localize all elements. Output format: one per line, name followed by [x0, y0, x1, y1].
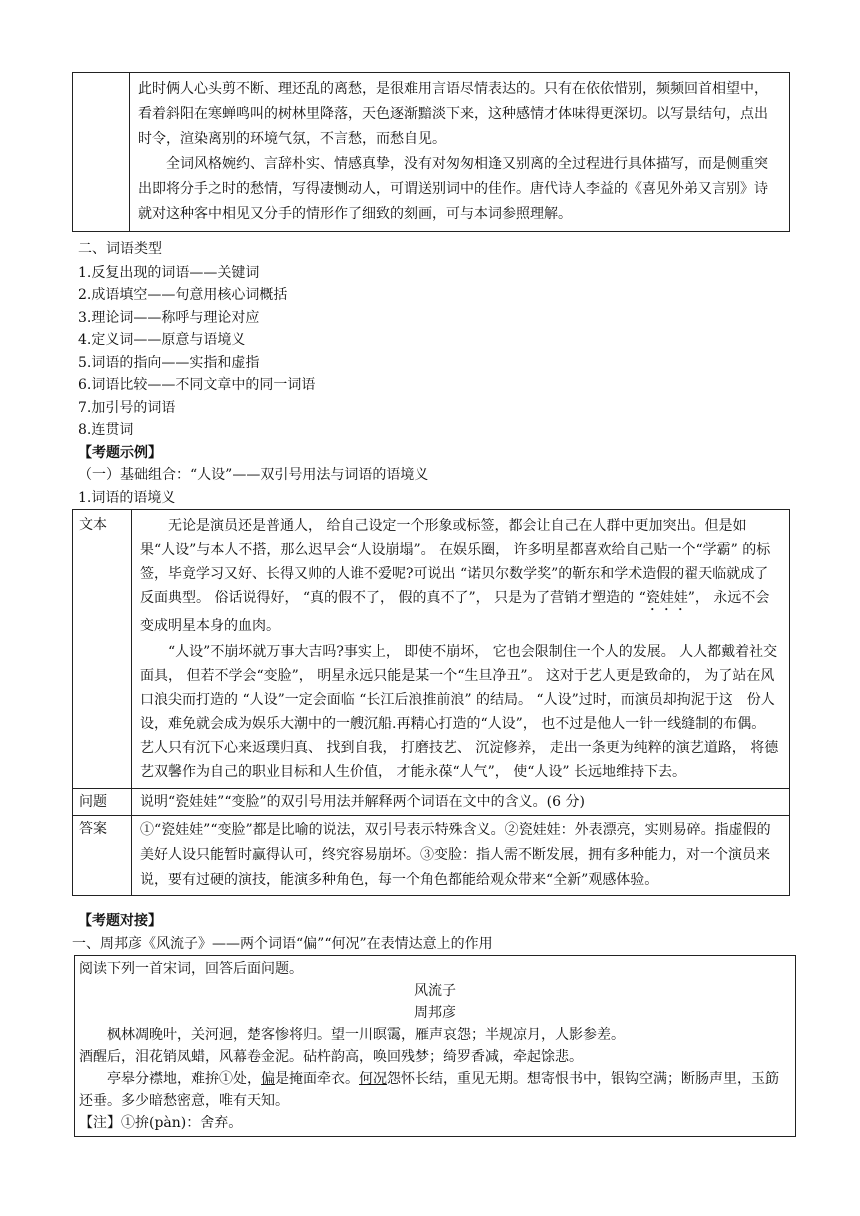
section-heading: 二、词语类型	[78, 241, 162, 257]
list-item: 6.词语比较——不同文章中的同一词语	[78, 377, 316, 393]
example-table	[72, 509, 790, 896]
text-paragraph-2: “人设”不崩坏就万事大吉吗?事实上， 即使不崩坏， 它也会限制住一个人的发展。 人人都戴着社交面具， 但若不学会“变脸”， 明星永远只能是某一个“生旦净丑”。 这对于艺人更是致命的， 为了站在风口浪尖而打造的 “人设”一定会面临 “长江后浪推前浪” 的结局。 “人设”过时，而演员却拘泥于这 份人设，难免就会成为娱乐大潮中的一艘沉船.再精心打造的“人设”， 也不过是他人一针一线缝制的布偶。 艺人只有沉下心来返璞归真、 找到自我， 打磨技艺、 沉淀修养， 走出一条更为纯粹的演艺道路， 将德艺双馨作为自己的职业目标和人生价值， 才能永葆“人气”， 使“人设” 长远地维持下去。	[140, 644, 779, 780]
poem-title: 风流子	[414, 983, 456, 999]
answer-label: 答案	[73, 816, 132, 896]
list-item: 2.成语填空——句意用核心词概括	[78, 287, 288, 303]
emphasized-word: 瓷娃娃	[645, 590, 688, 606]
question-label: 问题	[73, 789, 132, 816]
poem-intro: 阅读下列一首宋词，回答后面问题。	[79, 961, 303, 977]
analysis-paragraph-2: 全词风格婉约、言辞朴实、情感真挚，没有对匆匆相逢又别离的全过程进行具体描写，而是侧重突出即将分手之时的愁情，写得凄恻动人，可谓送别词中的佳作。唐代诗人李益的《喜见外弟又言别》诗就对这种客中相见又分手的情形作了细致的刻画，可与本词参照理解。	[138, 156, 768, 222]
answer-cell: ①“瓷娃娃”“变脸”都是比喻的说法，双引号表示特殊含义。②瓷娃娃：外表漂亮，实则易碎。指虚假的美好人设只能暂时赢得认可，终究容易崩坏。③变脸：指人需不断发展，拥有多种能力，对一个演员来说，要有过硬的演技，能演多种角色，每一个角色都能给观众带来“全新”观感体验。	[132, 816, 790, 896]
poem-line-2: 酒醒后，泪花销凤蜡，风幕卷金泥。砧杵韵高，唤回残梦；绮罗香减，牵起馀悲。	[79, 1049, 583, 1065]
poem-box	[74, 955, 796, 1137]
underlined-word-pian: 偏	[261, 1071, 275, 1087]
analysis-paragraph-1: 此时俩人心头剪不断、理还乱的离愁，是很难用言语尽情表达的。只有在依依惜别，频频回首相望中，看着斜阳在寒蝉鸣叫的树林里降落，天色逐渐黯淡下来，这种感情才体味得更深切。以写景结句，点出时令，渲染离别的环境气氛，不言愁，而愁自见。	[138, 81, 768, 147]
text-label: 文本	[73, 510, 132, 789]
poem-line-1: 枫林凋晚叶，关河迥，楚客惨将归。望一川暝霭，雁声哀怨；半规凉月，人影参差。	[107, 1027, 625, 1043]
example-heading: 【考题示例】	[78, 445, 162, 461]
list-item: 7.加引号的词语	[78, 400, 176, 416]
list-item: 1.反复出现的词语——关键词	[78, 265, 260, 281]
list-item: 8.连贯词	[78, 422, 134, 438]
poem-line-3: 亭皋分襟地，难拚①处，偏是掩面牵衣。何况怨怀长结，重见无期。想寄恨书中，银钩空满；断肠声里，玉筯还垂。多少暗愁密意，唯有天知。	[79, 1071, 779, 1109]
list-item: 5.词语的指向——实指和虚指	[78, 355, 260, 371]
practice-subheading: 一、周邦彦《风流子》——两个词语“偏”“何况”在表情达意上的作用	[72, 936, 493, 952]
poem-note: 【注】①拚(pàn)：舍弃。	[79, 1115, 243, 1131]
top-table-content-cell	[130, 73, 790, 232]
list-item: 3.理论词——称呼与理论对应	[78, 310, 260, 326]
top-table	[72, 72, 790, 232]
top-table-label-cell	[73, 73, 130, 232]
poem-author: 周邦彦	[414, 1005, 456, 1021]
practice-heading: 【考题对接】	[78, 913, 162, 929]
example-subitem: 1.词语的语境义	[78, 490, 176, 506]
underlined-word-hekuang: 何况	[359, 1071, 387, 1087]
question-cell: 说明“瓷娃娃”“变脸”的双引号用法并解释两个词语在文中的含义。(6 分)	[132, 789, 790, 816]
example-subheading: （一）基础组合：“人设”——双引号用法与词语的语境义	[78, 467, 429, 483]
text-paragraph-1: 无论是演员还是普通人， 给自己设定一个形象或标签，都会让自己在人群中更加突出。但是如果“人设”与本人不搭，那么迟早会“人设崩塌”。 在娱乐圈， 许多明星都喜欢给自己贴一个“学霸” 的标签，毕竟学习又好、长得又帅的人谁不爱呢?可说出 “诺贝尔数学奖”的靳东和学术造假的翟天临就成了反面典型。 俗话说得好， “真的假不了， 假的真不了”， 只是为了营销才塑造的 “瓷娃娃”， 永远不会变成明星本身的血肉。	[140, 518, 771, 634]
list-item: 4.定义词——原意与语境义	[78, 332, 246, 348]
text-cell	[132, 510, 790, 789]
